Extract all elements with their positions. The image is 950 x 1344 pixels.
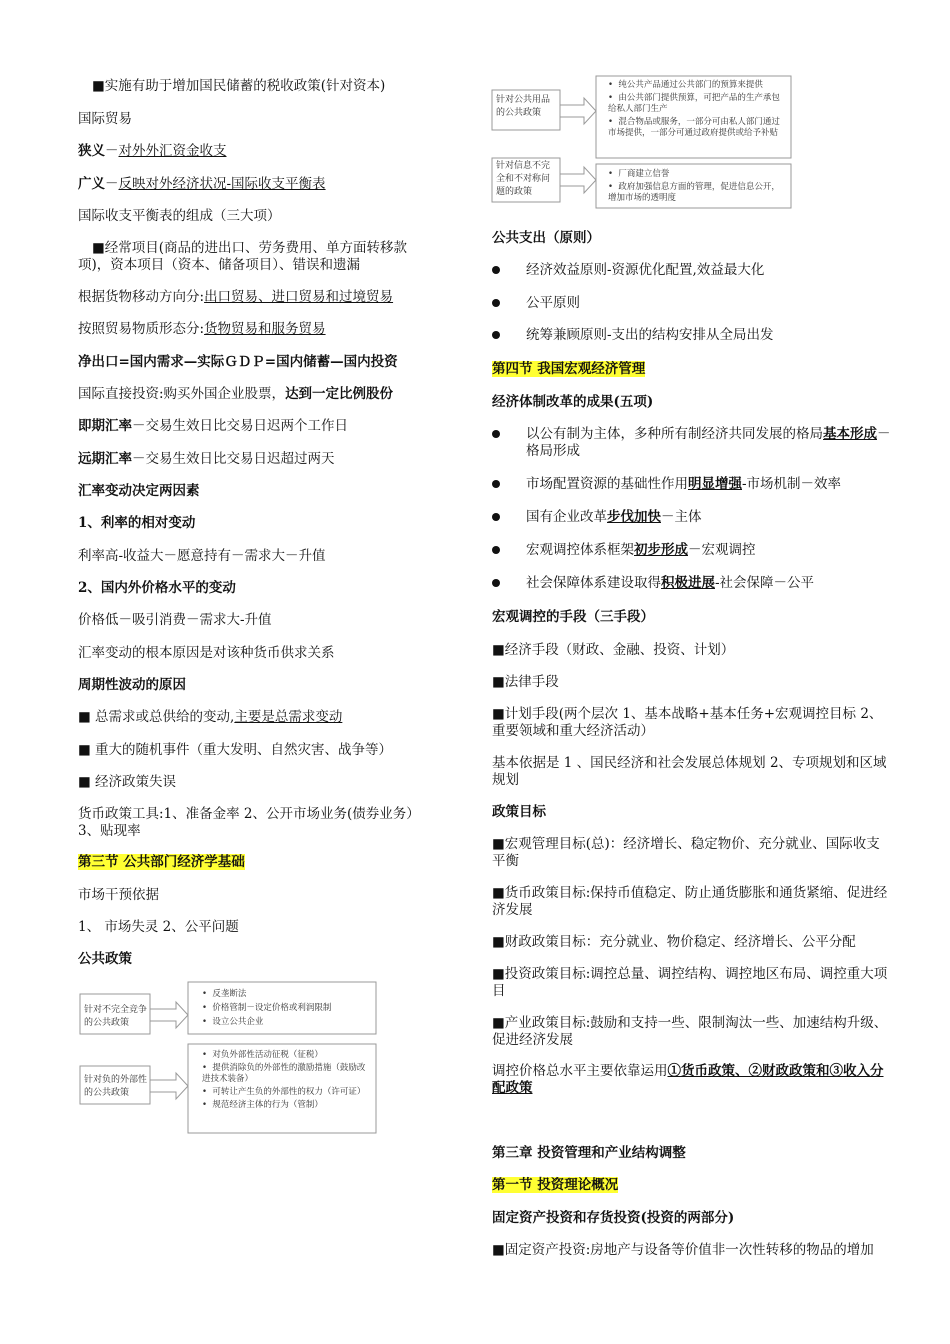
forward-rate: 远期汇率－交易生效日比交易日迟超过两天 [78, 451, 335, 467]
reform-item-1: 以公有制为主体，多种所有制经济共同发展的格局基本形成－格局形成 [492, 426, 892, 460]
trade-by-form: 按照贸易物质形态分:货物贸易和服务贸易 [78, 321, 326, 337]
cycle-cause-1: ■ 总需求或总供给的变动,主要是总需求变动 [78, 709, 343, 725]
investment-parts-title: 固定资产投资和存货投资(投资的两部分) [492, 1210, 735, 1226]
macro-means-title: 宏观调控的手段（三手段） [492, 609, 654, 625]
bullet-dot [492, 513, 500, 521]
box-information: 针对信息不完全和不对称问题的政策 [496, 161, 551, 197]
bullet-dot [492, 430, 500, 438]
planning-means: ■计划手段(两个层次 1、基本战略+基本任务+宏观调控目标 2、重要领域和重大经济活动） [492, 706, 883, 739]
factor-2-desc: 价格低－吸引消费－需求大-升值 [78, 612, 272, 628]
narrow-def: 狭义－对外外汇资金收支 [78, 143, 227, 159]
items-public-goods: • 纯公共产品通过公共部门的预算来提供 • 由公共部门提供预算，可把产品的生产承包给私人部门生产 • 混合物品或服务，一部分可由私人部门通过市场提供，一部分可通过政府提供或给予补贴 [608, 80, 780, 138]
monetary-goal: ■货币政策目标:保持币值稳定、防止通货膨胀和通货紧缩、促进经济发展 [492, 885, 888, 918]
reform-achievements-title: 经济体制改革的成果(五项) [492, 394, 654, 410]
public-policy-title: 公共政策 [78, 951, 132, 967]
basic-basis: 基本依据是 1 、国民经济和社会发展总体规划 2、专项规划和区域规划 [492, 755, 887, 788]
factor-1: 1、利率的相对变动 [78, 515, 196, 531]
factor-1-desc: 利率高-收益大－愿意持有－需求大－升值 [78, 548, 326, 564]
chapter-3-title: 第三章 投资管理和产业结构调整 [492, 1145, 686, 1161]
spot-rate: 即期汇率－交易生效日比交易日迟两个工作日 [78, 418, 348, 434]
section-4-title: 第四节 我国宏观经济管理 [492, 361, 646, 377]
legal-means: ■法律手段 [492, 674, 559, 690]
bullet-dot [492, 299, 500, 307]
monetary-tools: 货币政策工具:1、准备金率 2、公开市场业务(债券业务）3、贴现率 [78, 806, 414, 839]
box-public-goods: 针对公共用品的公共政策 [496, 95, 551, 118]
bullet-dot [492, 546, 500, 554]
box-negative-externality: 针对负的外部性的公共政策 [84, 1075, 148, 1098]
intervention-items: 1、 市场失灵 2、公平问题 [78, 919, 239, 935]
public-policy-diagram-left [78, 978, 378, 1136]
items-negative-externality: • 对负外部性活动征税（征税） • 提供消除负的外部性的激励措施（鼓励改进技术装备） • 可转让产生负的外部性的权力（许可证） • 规范经济主体的行为（管制） [202, 1050, 366, 1110]
cycle-cause-2: ■ 重大的随机事件（重大发明、自然灾害、战争等） [78, 742, 393, 758]
bullet-dot [492, 266, 500, 274]
macro-goal: ■宏观管理目标(总)：经济增长、稳定物价、充分就业、国际收支平衡 [492, 836, 880, 869]
fiscal-goal: ■财政政策目标：充分就业、物价稳定、经济增长、公平分配 [492, 934, 856, 950]
box-imperfect-competition: 针对不完全竞争的公共政策 [84, 1005, 148, 1028]
section-1-title: 第一节 投资理论概况 [492, 1177, 619, 1193]
economic-means: ■经济手段（财政、金融、投资、计划） [492, 642, 735, 658]
bop-composition: 国际收支平衡表的组成（三大项） [78, 208, 281, 224]
items-imperfect-competition: • 反垄断法 • 价格管制－设定价格或利润限制 • 设立公共企业 [202, 989, 332, 1027]
fx-root-cause: 汇率变动的根本原因是对该种货币供求关系 [78, 645, 335, 661]
trade-by-direction: 根据货物移动方向分:出口贸易、进口贸易和过境贸易 [78, 289, 394, 305]
intervention-basis: 市场干预依据 [78, 887, 159, 903]
bop-items: ■经常项目(商品的进出口、劳务费用、单方面转移款项)，资本项目（资本、储备项目）、错误和遗漏 [78, 240, 408, 273]
public-policy-diagram-right [490, 74, 795, 212]
public-expenditure-title: 公共支出（原则） [492, 230, 600, 246]
fdi-para: 国际直接投资:购买外国企业股票，达到一定比例股份 [78, 386, 394, 402]
tax-policy-para: ■实施有助于增加国民储蓄的税收政策(针对资本) [92, 78, 386, 94]
net-export-formula: 净出口=国内需求—实际ＧＤＰ=国内储蓄—国内投资 [78, 354, 398, 370]
intl-trade-title: 国际贸易 [78, 111, 132, 127]
fixed-asset-investment: ■固定资产投资:房地产与设备等价值非一次性转移的物品的增加 [492, 1242, 874, 1258]
factor-2: 2、国内外价格水平的变动 [78, 580, 236, 596]
section-3-title: 第三节 公共部门经济学基础 [78, 854, 245, 870]
fx-factors-title: 汇率变动决定两因素 [78, 483, 200, 499]
bullet-dot [492, 480, 500, 488]
cycle-causes-title: 周期性波动的原因 [78, 677, 186, 693]
investment-goal: ■投资政策目标:调控总量、调控结构、调控地区布局、调控重大项目 [492, 966, 888, 999]
broad-def: 广义－反映对外经济状况-国际收支平衡表 [78, 176, 326, 192]
bullet-dot [492, 331, 500, 339]
policy-goals-title: 政策目标 [492, 804, 546, 820]
price-control-para: 调控价格总水平主要依靠运用①货币政策、②财政政策和③收入分配政策 [492, 1063, 884, 1096]
bullet-dot [492, 579, 500, 587]
industrial-goal: ■产业政策目标:鼓励和支持一些、限制淘汰一些、加速结构升级、促进经济发展 [492, 1015, 888, 1048]
items-information: • 厂商建立信誉 • 政府加强信息方面的管理，促进信息公开，增加市场的透明度 [608, 169, 780, 203]
cycle-cause-3: ■ 经济政策失误 [78, 774, 177, 790]
